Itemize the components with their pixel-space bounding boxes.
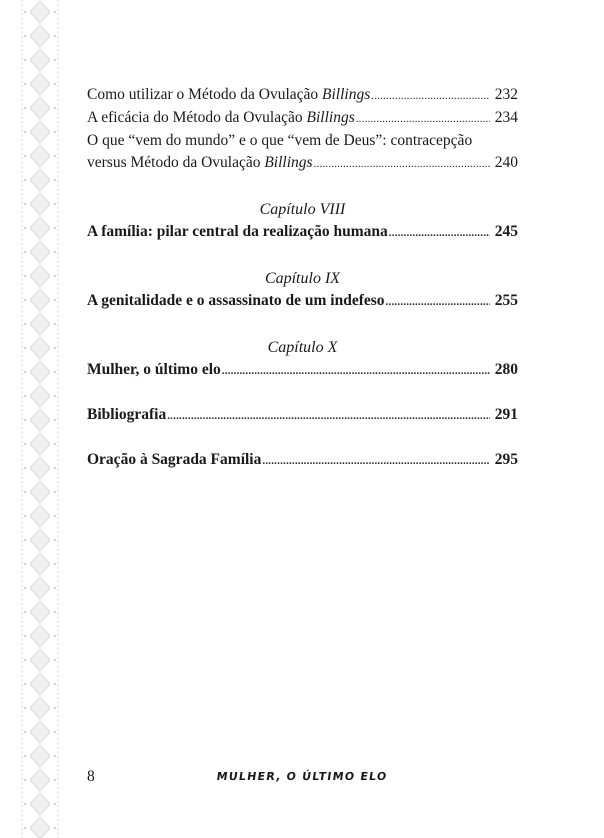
toc-entry-title: A eficácia do Método da Ovulação Billings: [87, 109, 355, 126]
dot-leader: [356, 108, 490, 130]
toc-entry: [87, 359, 518, 382]
toc-entry-page: 234: [494, 109, 518, 126]
toc-entry-title: Como utilizar o Método da Ovulação Billings: [87, 86, 371, 103]
toc-entry-page: 295: [494, 451, 518, 468]
dot-leader: [371, 85, 490, 107]
toc-entry-title: A família: pilar central da realização humana: [87, 223, 388, 240]
toc-entry-page: 232: [494, 86, 518, 103]
toc-entry-page: 291: [494, 406, 518, 423]
dot-leader: [167, 405, 490, 427]
toc-entry: [87, 404, 518, 427]
dot-leader: [389, 222, 490, 244]
toc-entry: [87, 152, 518, 175]
toc-entry: [87, 449, 518, 472]
table-of-contents: [87, 84, 518, 472]
dot-leader: [314, 153, 490, 175]
toc-entry-page: 245: [494, 223, 518, 240]
toc-entry-title: Mulher, o último elo: [87, 361, 221, 378]
chapter-heading: Capítulo IX: [264, 270, 341, 287]
toc-entry-title-line: O que “vem do mundo” e o que “vem de Deus”: contracepção: [87, 132, 473, 149]
dot-leader: [386, 291, 490, 313]
chapter-heading: Capítulo VIII: [259, 201, 346, 218]
toc-entry-title: Oração à Sagrada Família: [87, 451, 262, 468]
toc-entry-page: 240: [494, 154, 518, 171]
chapter-heading: Capítulo X: [267, 339, 338, 356]
running-title: MULHER, O ÚLTIMO ELO: [215, 770, 389, 783]
toc-entry-title: A genitalidade e o assassinato de um indefeso: [87, 292, 385, 309]
toc-entry-title: Bibliografia: [87, 406, 167, 423]
decorative-border: [20, 0, 60, 838]
toc-entry-page: 280: [494, 361, 518, 378]
toc-entry-page: 255: [494, 292, 518, 309]
toc-entry: [87, 290, 518, 313]
dot-leader: [222, 360, 490, 382]
dot-leader: [262, 450, 490, 472]
toc-entry: [87, 221, 518, 244]
toc-entry: [87, 84, 518, 107]
page-number: 8: [87, 768, 95, 785]
toc-entry-title: versus Método da Ovulação Billings: [87, 154, 313, 171]
toc-entry: [87, 107, 518, 130]
